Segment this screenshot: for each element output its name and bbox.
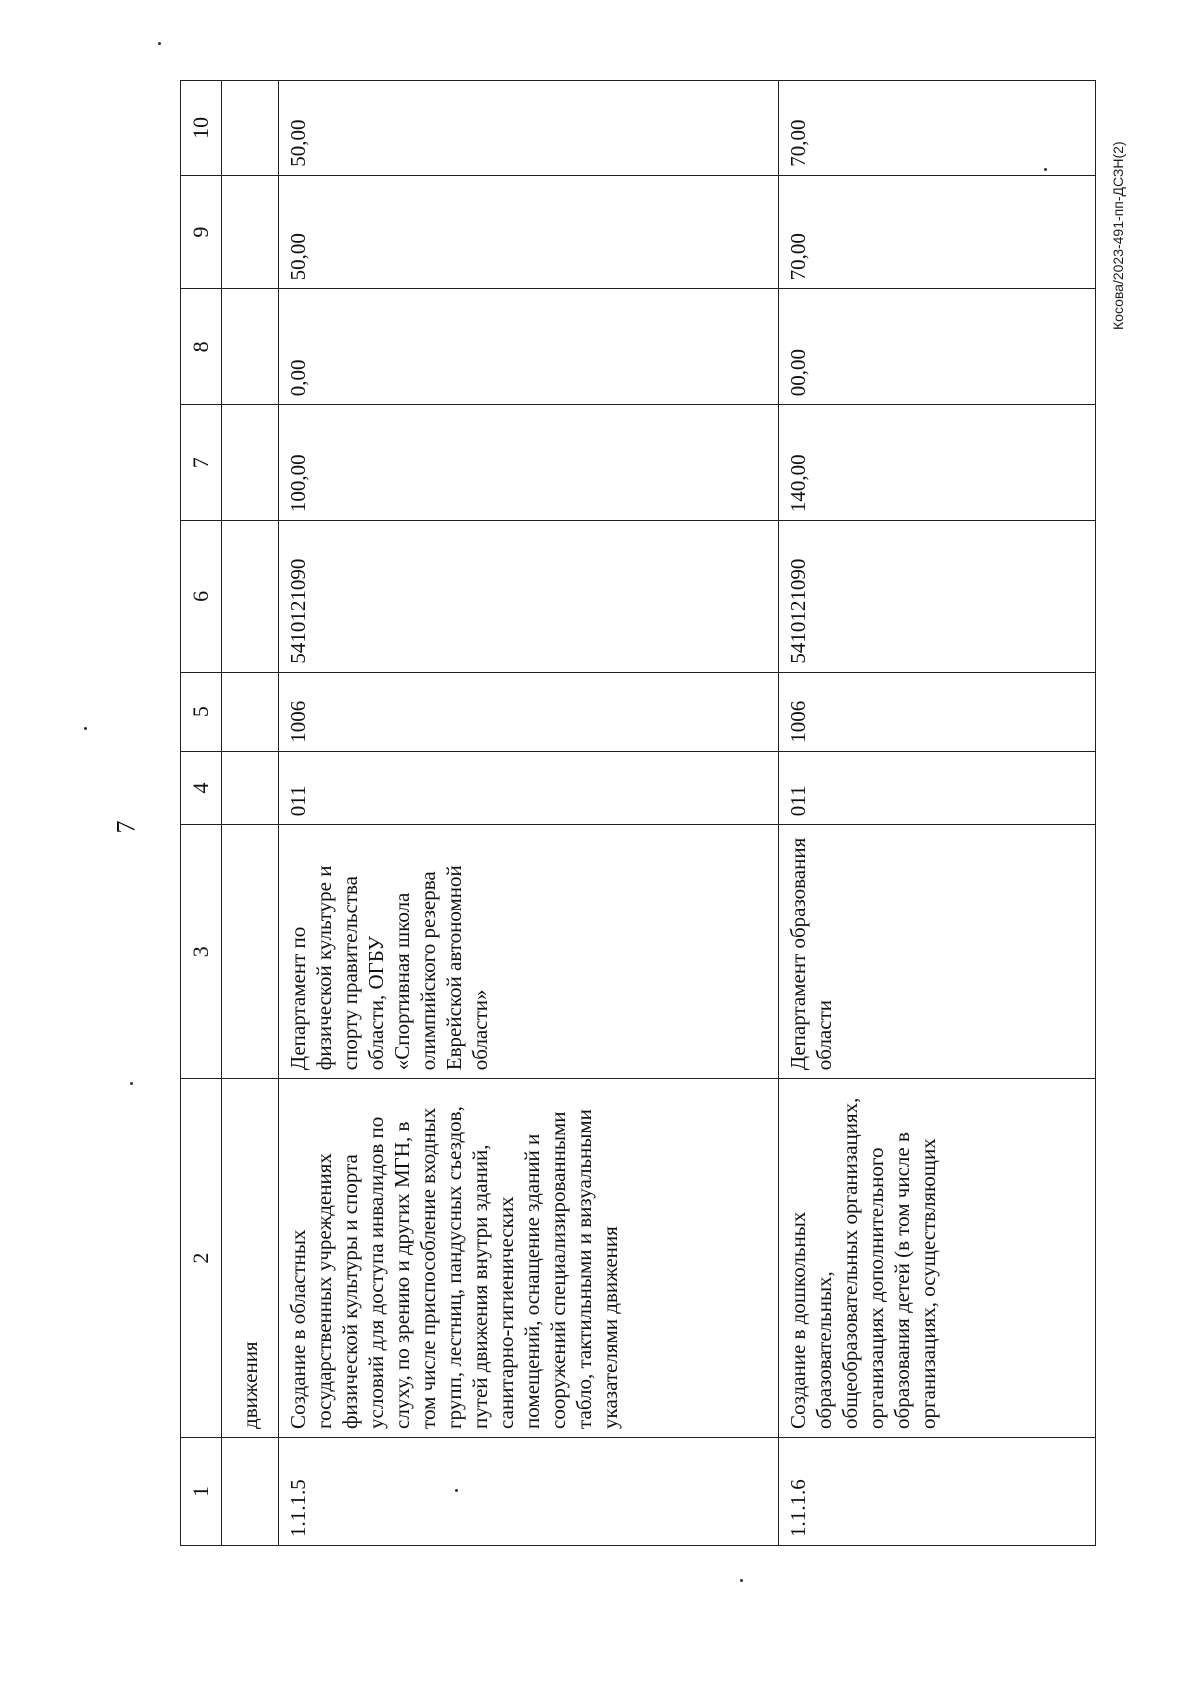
- code-cell: 5410121090: [779, 521, 1096, 673]
- code-cell: 5410121090: [279, 521, 779, 673]
- table-cell: [222, 81, 279, 176]
- table-header-row: [181, 81, 222, 1546]
- header-cell: 1: [181, 1437, 222, 1545]
- continuation-row: [222, 81, 279, 1546]
- budget-table: [180, 80, 1096, 1546]
- amount-cell: 0,00: [279, 289, 779, 405]
- table-cell: [222, 521, 279, 673]
- header-cell: 10: [181, 81, 222, 176]
- row-number-cell: 1.1.1.6: [779, 1437, 1096, 1545]
- header-cell: 7: [181, 405, 222, 521]
- header-cell: 6: [181, 521, 222, 673]
- row-number-cell: 1.1.1.5: [279, 1437, 779, 1545]
- header-cell: 3: [181, 825, 222, 1079]
- table-cell: [222, 751, 279, 825]
- executor-cell: Департамент по физической культуре и спорту правительства области, ОГБУ «Спортивная школа олимпийского резерва Еврейской автономной области»: [279, 825, 779, 1079]
- code-cell: 1006: [279, 672, 779, 751]
- amount-cell: 140,00: [779, 405, 1096, 521]
- table-cell: [222, 175, 279, 289]
- amount-cell: 100,00: [279, 405, 779, 521]
- header-cell: 8: [181, 289, 222, 405]
- table-row: [779, 81, 1096, 1546]
- measure-description-cell: Создание в областных государственных учреждениях физической культуры и спорта условий для доступа инвалидов по слуху, по зрению и других МГН, в том числе приспособление входных групп, лестниц, пандусных съездов, путей движения внутри зданий, санитарно-гигиенических помещений, оснащение зданий и сооружений специализированными табло, тактильными и визуальными указателями движения: [279, 1079, 779, 1438]
- scan-speck: [158, 42, 161, 45]
- header-cell: 5: [181, 672, 222, 751]
- scan-speck: [130, 1082, 133, 1085]
- header-cell: 4: [181, 751, 222, 825]
- scan-speck: [455, 1489, 458, 1492]
- header-cell: 2: [181, 1079, 222, 1438]
- amount-cell: 00,00: [779, 289, 1096, 405]
- code-cell: 1006: [779, 672, 1096, 751]
- amount-cell: 70,00: [779, 175, 1096, 289]
- table-cell: [222, 289, 279, 405]
- continuation-text: движения: [222, 1079, 279, 1438]
- scan-speck: [1044, 168, 1047, 171]
- table-cell: [222, 405, 279, 521]
- amount-cell: 50,00: [279, 81, 779, 176]
- executor-cell: Департамент образования области: [779, 825, 1096, 1079]
- table-cell: [222, 672, 279, 751]
- scan-speck: [740, 1579, 743, 1582]
- code-cell: 011: [279, 751, 779, 825]
- table-row: [279, 81, 779, 1546]
- table-cell: [222, 825, 279, 1079]
- measure-description-cell: Создание в дошкольных образовательных, общеобразовательных организациях, организациях дополнительного образования детей (в том числе в организациях, осуществляющих: [779, 1079, 1096, 1438]
- amount-cell: 50,00: [279, 175, 779, 289]
- document-code: Косова/2023-491-пп-ДСЗН(2): [1110, 141, 1126, 330]
- table-cell: [222, 1437, 279, 1545]
- page-number: 7: [111, 820, 141, 834]
- amount-cell: 70,00: [779, 81, 1096, 176]
- header-cell: 9: [181, 175, 222, 289]
- scan-speck: [84, 727, 87, 730]
- rotated-table-container: [180, 80, 1096, 1546]
- code-cell: 011: [779, 751, 1096, 825]
